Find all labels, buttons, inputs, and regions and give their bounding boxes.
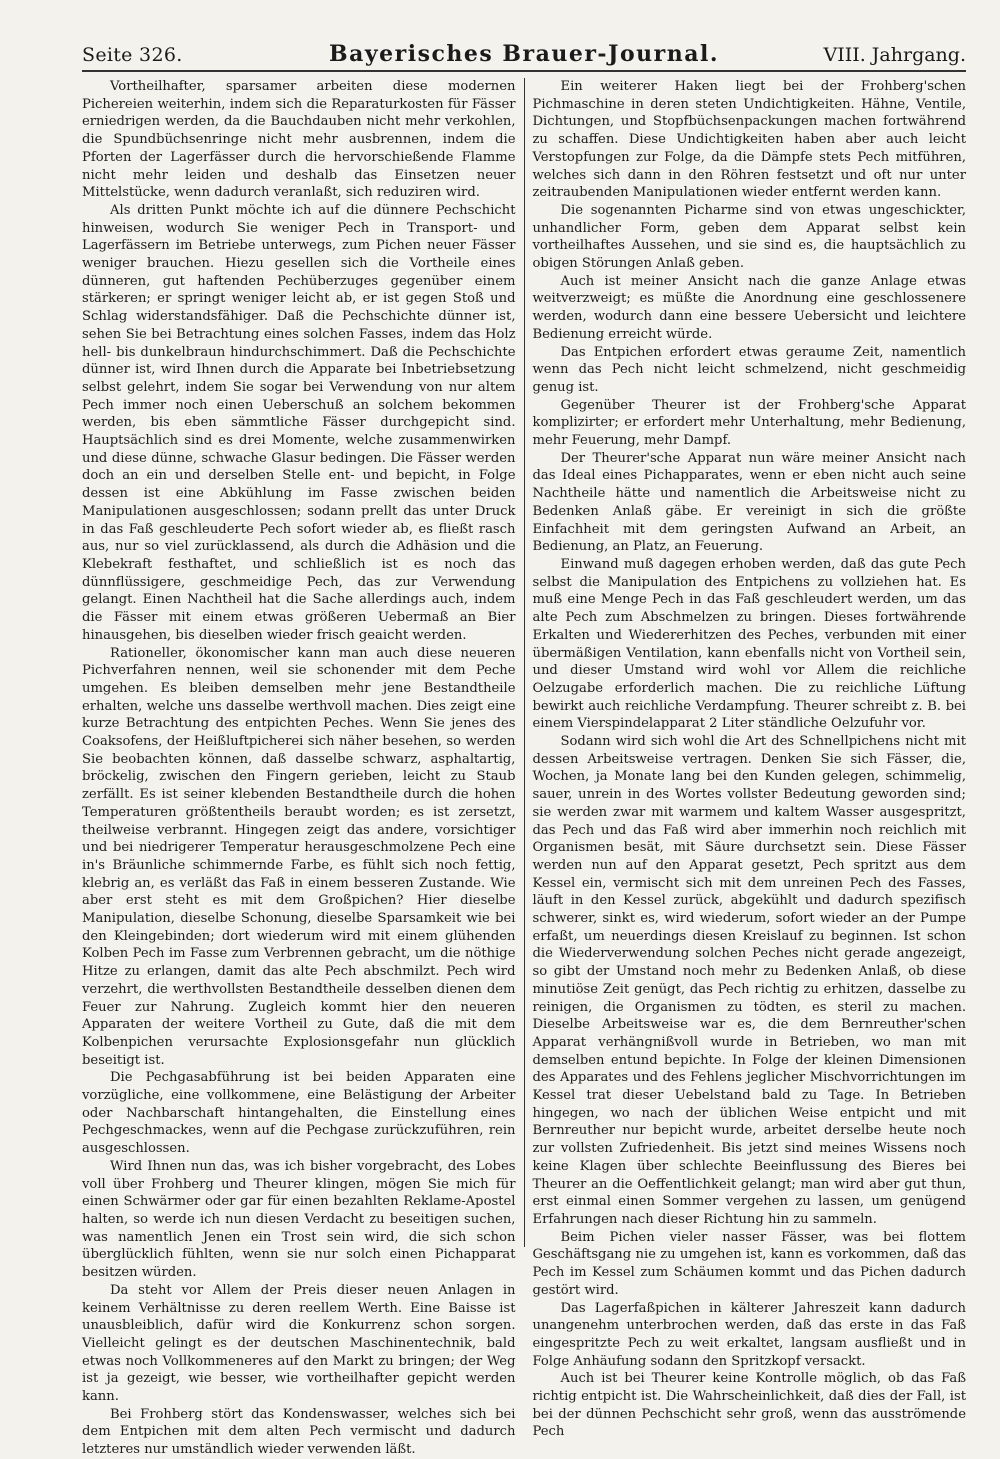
paragraph: Die Pechgasabführung ist bei beiden Apparaten eine vorzügliche, eine vollkommene, eine Belästigung der Arbeiter oder Nachbarschaft hintangehalten, die Einstellung eines Pechgeschmackes, wenn auf die Pechgase zurückzuführen, rein ausgeschlossen. (82, 1070, 516, 1157)
paragraph: Da steht vor Allem der Preis dieser neuen Anlagen in keinem Verhältnisse zu deren reellem Werth. Eine Baisse ist unausbleiblich, dafür wird die Konkurrenz schon sorgen. Vielleicht gelingt es der deutschen Maschinentechnik, bald etwas noch Vollkommeneres auf den Markt zu bringen; der Weg ist ja gezeigt, wie besser, wie vortheilhafter gepicht werden kann. (82, 1282, 516, 1405)
paragraph: Beim Pichen vieler nasser Fässer, was bei flottem Geschäftsgang nie zu umgehen ist, kann es vorkommen, daß das Pech im Kessel zum Schäumen kommt und das Pichen dadurch gestört wird. (532, 1229, 966, 1298)
right-column (525, 78, 967, 1440)
paragraph: Auch ist bei Theurer keine Kontrolle möglich, ob das Faß richtig entpicht ist. Die Wahrscheinlichkeit, daß dies der Fall, ist bei der dünnen Pechschicht sehr groß, wenn das ausströmende Pech (532, 1371, 966, 1440)
paragraph: Der Theurer'sche Apparat nun wäre meiner Ansicht nach das Ideal eines Pichapparates, wenn er eben nicht auch seine Nachtheile hätte und namentlich die Arbeitsweise nicht zu Bedenken Anlaß gäbe. Er vereinigt in sich die größte Einfachheit mit dem geringsten Aufwand an Arbeit, an Bedienung, an Platz, an Feuerung. (532, 450, 966, 555)
paragraph: Auch ist meiner Ansicht nach die ganze Anlage etwas weitverzweigt; es müßte die Anordnung eine geschlossenere werden, wodurch dann eine bessere Uebersicht und leichtere Bedienung erreicht würde. (532, 273, 966, 342)
paragraph: Die sogenannten Picharme sind von etwas ungeschickter, unhandlicher Form, geben dem Apparat selbst kein vortheilhaftes Aussehen, und sie sind es, die hauptsächlich zu obigen Störungen Anlaß geben. (532, 202, 966, 272)
article-columns (82, 78, 966, 1458)
paragraph: Einwand muß dagegen erhoben werden, daß das gute Pech selbst die Manipulation des Entpichens zu vollziehen hat. Es muß eine Menge Pech in das Faß geschleudert werden, um das alte Pech zum Abschmelzen zu bringen. Dieses fortwährende Erkalten und Wiedererhitzen des Peches, verbunden mit einer übermäßigen Ventilation, kann ebenfalls nicht von Vortheil sein, und dieser Umstand wird wohl vor Allem die reichliche Oelzugabe erforderlich machen. Die zu reichliche Lüftung bewirkt auch reichliche Verdampfung. Theurer schreibt z. B. bei einem Vierspindelapparat 2 Liter ständliche Oelzufuhr vor. (532, 556, 966, 732)
page-number: Seite 326. (82, 44, 183, 66)
paragraph: Gegenüber Theurer ist der Frohberg'sche Apparat komplizirter; er erfordert mehr Unterhaltung, mehr Bedienung, mehr Feuerung, mehr Dampf. (532, 397, 966, 449)
paragraph: Als dritten Punkt möchte ich auf die dünnere Pechschicht hinweisen, wodurch Sie weniger Pech in Transport- und Lagerfässern im Betriebe unterwegs, zum Pichen neuer Fässer weniger brauchen. Hiezu gesellen sich die Vortheile eines dünneren, gut haftenden Pechüberzuges gegenüber einem stärkeren; er springt weniger leicht ab, er ist gegen Stoß und Schlag widerstandsfähiger. Daß die Pechschichte dünner ist, sehen Sie bei Betrachtung eines solchen Fasses, indem das Holz hell- bis dunkelbraun hindurchschimmert. Daß die Pechschichte dünner ist, wird Ihnen durch die Apparate bei Inbetriebsetzung selbst gelehrt, indem Sie sogar bei Verwendung von nur altem Pech immer noch einen Ueberschuß an solchem bekommen werden, bis eben sämmtliche Fässer durchgepicht sind. Hauptsächlich sind es drei Momente, welche zusammenwirken und diese dünne, schwache Glasur bedingen. Die Fässer werden doch an ein und derselben Stelle ent- und bepicht, in Folge dessen ist eine Abkühlung im Fasse zwischen beiden Manipulationen ausgeschlossen; sodann prellt das unter Druck in das Faß geschleuderte Pech sofort wieder ab, es fließt rasch aus, nur so viel zurücklassend, als durch die Adhäsion und die Klebekraft festhaftet, und schließlich ist es noch das dünnflüssigere, geschmeidige Pech, das zur Verwendung gelangt. Einen Nachtheil hat die Sache allerdings auch, indem die Fässer mit einem etwas größeren Uebermaß an Bier hinausgehen, bis dieselben wieder frisch geaicht werden. (82, 202, 516, 643)
paragraph: Vortheilhafter, sparsamer arbeiten diese modernen Pichereien weiterhin, indem sich die Reparaturkosten für Fässer erniedrigen werden, da die Bauchdauben nicht mehr verkohlen, die Spundbüchsenringe nicht mehr ausbrennen, indem die Pforten der Lagerfässer durch die hervorschießende Flamme nicht mehr leiden und deshalb das Einsetzen neuer Mittelstücke, wenn dadurch veranlaßt, sich reduziren wird. (82, 79, 516, 201)
paragraph: Bei Frohberg stört das Kondenswasser, welches sich bei dem Entpichen mit dem alten Pech vermischt und dadurch letzteres nur umständlich wieder verwenden läßt. (82, 1406, 516, 1458)
paragraph: Sodann wird sich wohl die Art des Schnellpichens nicht mit dessen Arbeitsweise vertragen. Denken Sie sich Fässer, die, Wochen, ja Monate lang bei den Kunden gelegen, schimmelig, sauer, unrein in des Wortes vollster Bedeutung geworden sind; sie werden zwar mit warmem und kaltem Wasser ausgespritzt, das Pech und das Faß wird aber immerhin noch reichlich mit Organismen besät, mit Säure durchsetzt sein. Diese Fässer werden nun auf den Apparat gesetzt, Pech spritzt aus dem Kessel ein, vermischt sich mit dem unreinen Pech des Fasses, läuft in den Kessel zurück, abgekühlt und dadurch spezifisch schwerer, sinkt es, wird wiederum, sofort wieder an der Pumpe erfaßt, um neuerdings diesen Kreislauf zu beginnen. Ist schon die Wiederverwendung solchen Peches nicht gerade angezeigt, so gibt der Umstand noch mehr zu Bedenken Anlaß, ob diese minutiöse Zeit genügt, das Pech richtig zu erhitzen, dasselbe zu reinigen, die Organismen zu tödten, es steril zu machen. Dieselbe Arbeitsweise war es, die dem Bernreuther'schen Apparat verhängnißvoll wurde in Betrieben, wo man mit demselben entund bepichte. In Folge der kleinen Dimensionen des Apparates und des Fehlens jeglicher Mischvorrichtungen im Kessel trat dieser Uebelstand bald zu Tage. In Betrieben hingegen, wo nach der üblichen Weise entpicht und mit Bernreuther nur bepicht wurde, arbeitet derselbe heute noch zur vollsten Zufriedenheit. Bis jetzt sind meines Wissens noch keine Klagen über schlechte Beeinflussung des Bieres bei Theurer an die Oeffentlichkeit gelangt; man wird aber gut thun, erst einmal einen Sommer vergehen zu lassen, um genügend Erfahrungen nach dieser Richtung hin zu sammeln. (532, 734, 966, 1227)
paragraph: Ein weiterer Haken liegt bei der Frohberg'schen Pichmaschine in deren steten Undichtigkeiten. Hähne, Ventile, Dichtungen, und Stopfbüchsenpackungen machen fortwährend zu schaffen. Diese Undichtigkeiten haben aber auch leicht Verstopfungen zur Folge, da die Dämpfe stets Pech mitführen, welches sich dann in den Röhren festsetzt und oft nur unter zeitraubenden Manipulationen wieder entfernt werden kann. (532, 79, 966, 201)
page-header (82, 36, 966, 72)
journal-title: Bayerisches Brauer-Journal. (329, 41, 719, 67)
paragraph: Das Lagerfaßpichen in kälterer Jahreszeit kann dadurch unangenehm unterbrochen werden, daß das erste in das Faß eingespritzte Pech zu weit erkaltet, langsam ausfließt und in Folge Anhäufung sodann den Spritzkopf versackt. (532, 1300, 966, 1369)
paragraph: Rationeller, ökonomischer kann man auch diese neueren Pichverfahren nennen, weil sie schonender mit dem Peche umgehen. Es bleiben demselben mehr jene Bestandtheile erhalten, welche uns dasselbe werthvoll machen. Dies zeigt eine kurze Betrachtung des entpichten Peches. Wenn Sie jenes des Coaksofens, der Heißluftpicherei sich näher besehen, so werden Sie beobachten können, daß dasselbe schwarz, asphaltartig, bröckelig, zwischen den Fingern gerieben, leicht zu Staub zerfällt. Es ist seiner klebenden Bestandtheile durch die hohen Temperaturen größtentheils beraubt worden; es ist zersetzt, theilweise verbrannt. Hingegen zeigt das andere, vorsichtiger und bei niedrigerer Temperatur herausgeschmolzene Pech eine in's Bräunliche schimmernde Farbe, es fühlt sich noch fettig, klebrig an, es verläßt das Faß in einem besseren Zustande. Wie aber erst steht es mit dem Großpichen? Hier dieselbe Manipulation, dieselbe Schonung, dieselbe Sparsamkeit wie bei den Kleingebinden; dort wiederum wird mit einem glühenden Kolben Pech im Fasse zum Verbrennen gebracht, um die nöthige Hitze zu erlangen, damit das alte Pech abschmilzt. Pech wird verzehrt, die werthvollsten Bestandtheile desselben dienen dem Feuer zur Nahrung. Zugleich kommt hier den neueren Apparaten der weitere Vortheil zu Gute, daß die mit dem Kolbenpichen verursachte Explosionsgefahr nun glücklich beseitigt ist. (82, 645, 516, 1068)
left-column (82, 78, 525, 1458)
paragraph: Wird Ihnen nun das, was ich bisher vorgebracht, des Lobes voll über Frohberg und Theurer klingen, mögen Sie mich für einen Schwärmer oder gar für einen bezahlten Reklame-Apostel halten, so werde ich nun diesen Verdacht zu beseitigen suchen, was namentlich Jenen ein Trost sein wird, die sich schon überglücklich fühlten, wenn sie nur solch einen Pichapparat besitzen würden. (82, 1158, 516, 1281)
volume-label: VIII. Jahrgang. (823, 44, 966, 66)
paragraph: Das Entpichen erfordert etwas geraume Zeit, namentlich wenn das Pech nicht leicht schmelzend, nicht geschmeidig genug ist. (532, 344, 966, 395)
